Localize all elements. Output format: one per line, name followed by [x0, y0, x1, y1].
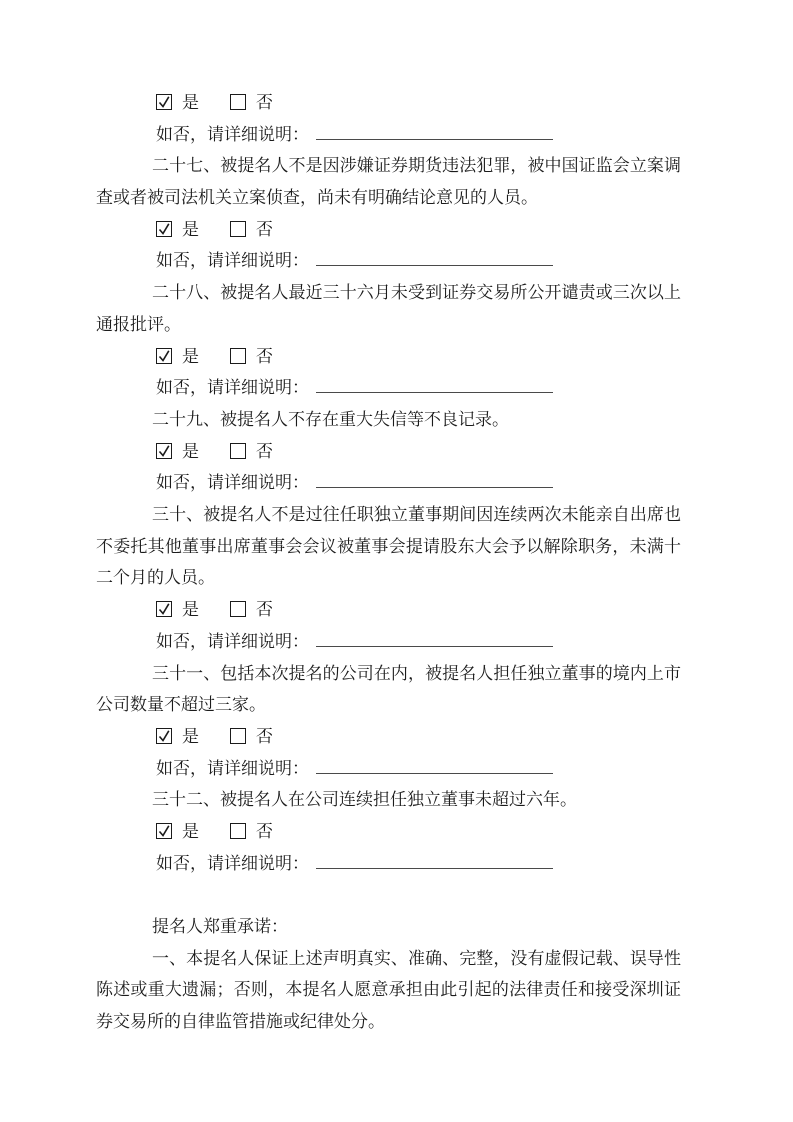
explanation-blank[interactable] [316, 629, 553, 647]
yes-label: 是 [182, 821, 199, 841]
check-icon [157, 95, 171, 109]
explain-row [96, 753, 681, 785]
explanation-blank[interactable] [316, 248, 553, 266]
no-label: 否 [256, 346, 273, 366]
explain-row [96, 372, 681, 404]
yes-checkbox[interactable] [156, 221, 172, 237]
document-content [96, 87, 681, 1038]
explanation-blank[interactable] [316, 122, 553, 140]
yes-checkbox[interactable] [156, 443, 172, 459]
blank-line [96, 879, 681, 911]
answer-row [96, 816, 681, 848]
check-icon [157, 349, 171, 363]
explanation-blank[interactable] [316, 756, 553, 774]
check-icon [157, 222, 171, 236]
explain-label: 如否，请详细说明： [156, 853, 309, 873]
answer-row [96, 594, 681, 626]
yes-label: 是 [182, 346, 199, 366]
statement-paragraph: 三十、被提名人不是过往任职独立董事期间因连续两次未能亲自出席也不委托其他董事出席董事会会议被董事会提请股东大会予以解除职务，未满十二个月的人员。 [96, 505, 681, 588]
explain-row [96, 245, 681, 277]
explain-label: 如否，请详细说明： [156, 758, 309, 778]
yes-checkbox[interactable] [156, 601, 172, 617]
yes-label: 是 [182, 93, 199, 112]
explain-row [96, 848, 681, 880]
answer-row [96, 214, 681, 246]
no-label: 否 [256, 93, 273, 112]
check-icon [157, 824, 171, 838]
explain-label: 如否，请详细说明： [156, 631, 309, 651]
no-checkbox[interactable] [230, 443, 246, 459]
explanation-blank[interactable] [316, 470, 553, 488]
explanation-blank[interactable] [316, 375, 553, 393]
statement-paragraph: 三十二、被提名人在公司连续担任独立董事未超过六年。 [152, 790, 577, 810]
no-checkbox[interactable] [230, 823, 246, 839]
yes-label: 是 [182, 441, 199, 461]
yes-checkbox[interactable] [156, 728, 172, 744]
no-checkbox[interactable] [230, 728, 246, 744]
commitment-paragraph-1: 一、本提名人保证上述声明真实、准确、完整，没有虚假记载、误导性陈述或重大遗漏；否则，本提名人愿意承担由此引起的法律责任和接受深圳证券交易所的自律监管措施或纪律处分。 [96, 948, 681, 1032]
no-checkbox[interactable] [230, 348, 246, 364]
yes-label: 是 [182, 219, 199, 239]
explain-row [96, 467, 681, 499]
explain-label: 如否，请详细说明： [156, 378, 309, 398]
answer-row [96, 721, 681, 753]
check-icon [157, 602, 171, 616]
explanation-blank[interactable] [316, 851, 553, 869]
no-label: 否 [256, 821, 273, 841]
no-checkbox[interactable] [230, 94, 246, 110]
yes-checkbox[interactable] [156, 823, 172, 839]
sections [96, 87, 681, 879]
no-checkbox[interactable] [230, 221, 246, 237]
no-label: 否 [256, 219, 273, 239]
check-icon [157, 729, 171, 743]
yes-label: 是 [182, 600, 199, 620]
explain-row [96, 119, 681, 151]
statement-paragraph: 三十一、包括本次提名的公司在内，被提名人担任独立董事的境内上市公司数量不超过三家。 [96, 663, 681, 715]
no-label: 否 [256, 441, 273, 461]
answer-row [96, 436, 681, 468]
yes-label: 是 [182, 726, 199, 746]
answer-row [96, 87, 681, 119]
no-label: 否 [256, 600, 273, 620]
answer-row [96, 341, 681, 373]
statement-paragraph: 二十八、被提名人最近三十六月未受到证券交易所公开谴责或三次以上通报批评。 [96, 283, 681, 334]
statement-paragraph: 二十七、被提名人不是因涉嫌证券期货违法犯罪，被中国证监会立案调查或者被司法机关立案侦查，尚未有明确结论意见的人员。 [96, 156, 681, 208]
explain-row [96, 626, 681, 658]
commitment-heading: 提名人郑重承诺： [152, 917, 288, 937]
no-checkbox[interactable] [230, 601, 246, 617]
no-label: 否 [256, 726, 273, 746]
check-icon [157, 444, 171, 458]
yes-checkbox[interactable] [156, 348, 172, 364]
explain-label: 如否，请详细说明： [156, 473, 309, 493]
statement-paragraph: 二十九、被提名人不存在重大失信等不良记录。 [152, 409, 509, 429]
yes-checkbox[interactable] [156, 94, 172, 110]
explain-label: 如否，请详细说明： [156, 251, 309, 271]
explain-label: 如否，请详细说明： [156, 124, 309, 144]
